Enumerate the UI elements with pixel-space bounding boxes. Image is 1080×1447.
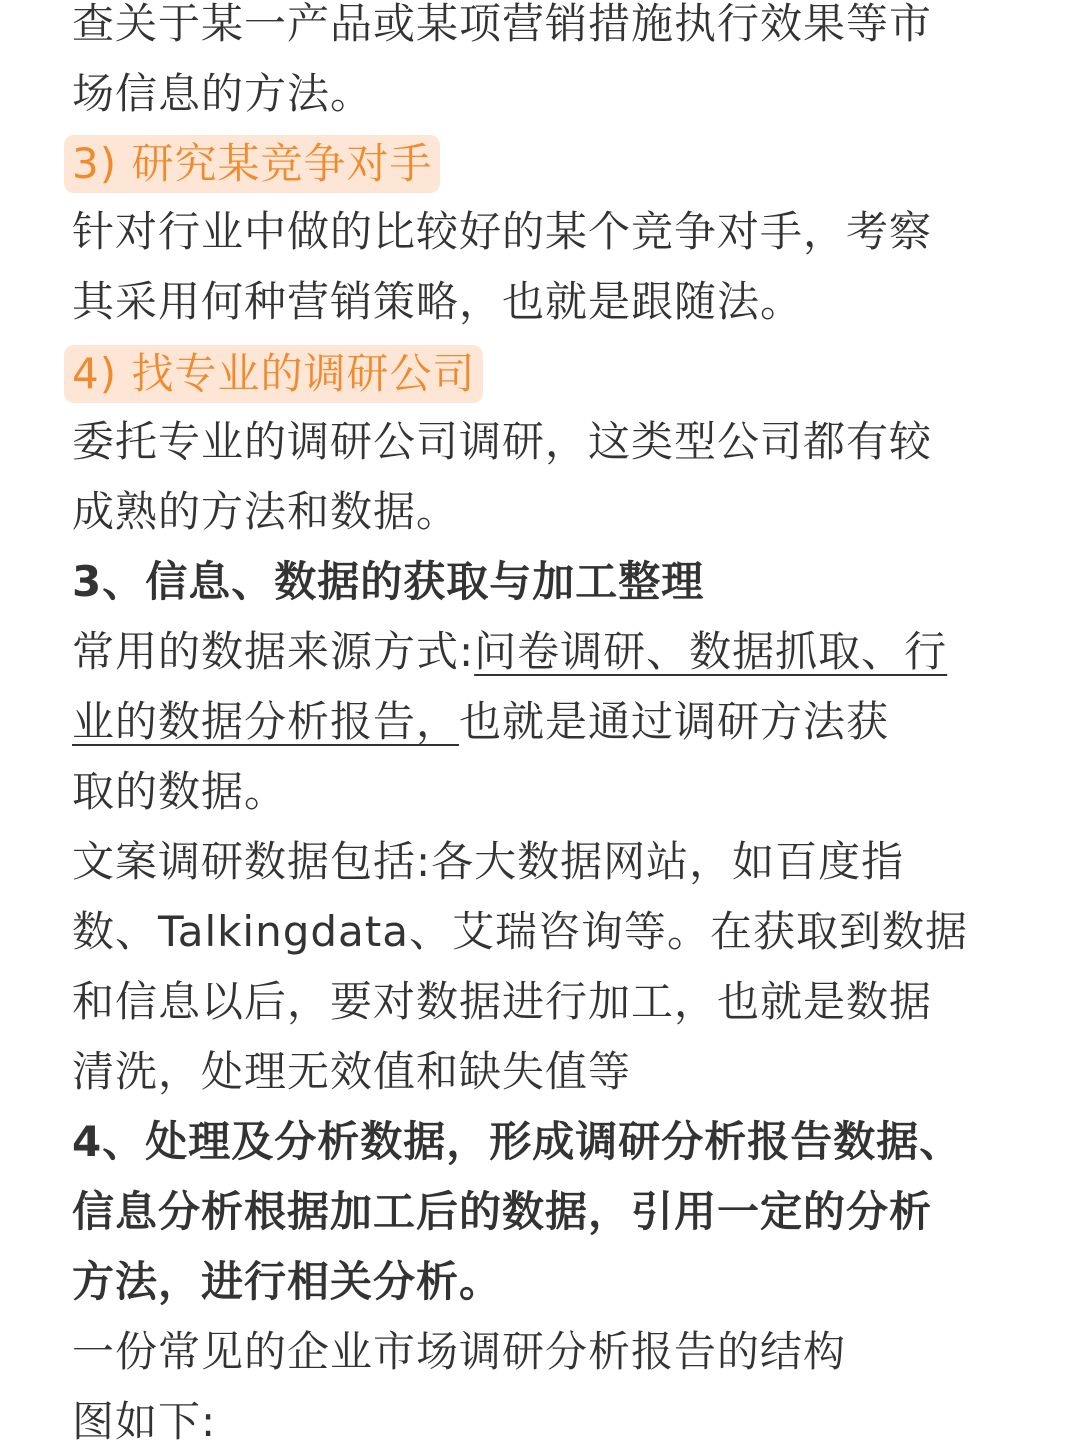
text-line: 委托专业的调研公司调研，这类型公司都有较 xyxy=(72,417,933,466)
text-line: 一份常见的企业市场调研分析报告的结构 xyxy=(72,1327,847,1376)
underlined-text: 问卷调研、数据抓取、行 xyxy=(474,627,948,676)
highlight-badge: 4) 找专业的调研公司 xyxy=(64,345,483,403)
text-span: 常用的数据来源方式: xyxy=(72,627,475,676)
section-heading-4: 4、处理及分析数据，形成调研分析报告数据、 xyxy=(72,1117,963,1166)
text-line xyxy=(72,697,889,747)
text-line: 针对行业中做的比较好的某个竞争对手，考察 xyxy=(72,207,933,256)
subheading-3 xyxy=(72,135,440,193)
text-line: 清洗，处理无效值和缺失值等 xyxy=(72,1047,632,1096)
text-line: 场信息的方法。 xyxy=(72,69,374,118)
text-line: 取的数据。 xyxy=(72,767,288,816)
text-line: 图如下: xyxy=(72,1397,217,1446)
text-line: 和信息以后，要对数据进行加工，也就是数据 xyxy=(72,977,933,1026)
section-heading-4-cont: 方法，进行相关分析。 xyxy=(72,1257,503,1306)
text-line: 数、Talkingdata、艾瑞咨询等。在获取到数据 xyxy=(72,907,968,956)
text-line: 成熟的方法和数据。 xyxy=(72,487,460,536)
text-line xyxy=(72,627,947,677)
highlight-badge: 3) 研究某竞争对手 xyxy=(64,135,440,193)
text-span: 也就是通过调研方法获 xyxy=(459,697,890,746)
section-heading-4-cont: 信息分析根据加工后的数据，引用一定的分析 xyxy=(72,1187,933,1236)
section-heading-3: 3、信息、数据的获取与加工整理 xyxy=(72,557,705,606)
text-line: 其采用何种营销策略，也就是跟随法。 xyxy=(72,277,804,326)
text-line: 文案调研数据包括:各大数据网站，如百度指 xyxy=(72,837,905,886)
underlined-text: 业的数据分析报告， xyxy=(72,697,460,746)
text-line: 查关于某一产品或某项营销措施执行效果等市 xyxy=(72,0,933,48)
subheading-4 xyxy=(72,345,483,403)
